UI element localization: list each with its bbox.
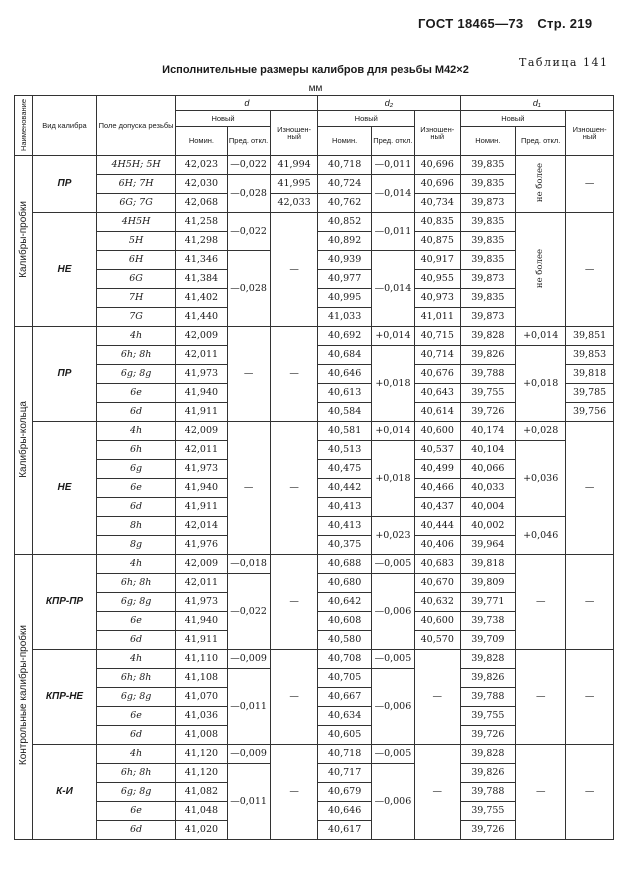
col-d-header: d	[176, 96, 318, 111]
table-row: 8h 42,014 40,413 +0,023 40,444 40,002 +0,046	[15, 517, 614, 536]
table-row: 6g; 8g 41,070 40,667 39,788	[15, 688, 614, 707]
table-row: 6e 41,048 40,646 39,755	[15, 802, 614, 821]
table-row: Контрольные калибры-пробки КПР-ПР 4h 42,009 —0,018 — 40,688 —0,005 40,683 39,818 — —	[15, 555, 614, 574]
table-row: 5H 41,298 40,892 40,875 39,835	[15, 232, 614, 251]
table-row: 6G; 7G 42,068 42,033 40,762 40,734 39,873	[15, 194, 614, 213]
d2-dev-header: Пред. откл.	[371, 127, 414, 156]
ne-bolee-label: не более	[516, 213, 566, 327]
table-row: 6G 41,384 40,977 40,955 39,873	[15, 270, 614, 289]
kind-ne: НЕ	[33, 213, 97, 327]
table-row: К-И 4h 41,120 —0,009 — 40,718 —0,005 — 39,828 — —	[15, 745, 614, 764]
standard-number: ГОСТ 18465—73	[418, 16, 524, 31]
table-row: 7H 41,402 40,995 40,973 39,835	[15, 289, 614, 308]
table-row: НЕ 4H5H 41,258 —0,022 — 40,852 —0,011 40,835 39,835 не более —	[15, 213, 614, 232]
table-row: 6e 41,940 40,608 40,600 39,738	[15, 612, 614, 631]
d1-dev-header: Пред. откл.	[516, 127, 566, 156]
col-kind-header: Вид калибра	[33, 96, 97, 156]
d1-nom-header: Номин.	[460, 127, 516, 156]
table-row: 6d 41,020 40,617 39,726	[15, 821, 614, 840]
kind-ring-ne: НЕ	[33, 422, 97, 555]
table-row: 6g 41,973 40,475 40,499 40,066	[15, 460, 614, 479]
unit-label: мм	[308, 83, 323, 94]
d2-new-header: Новый	[318, 111, 415, 127]
table-row: 6g; 8g 41,973 40,646 40,676 39,788 39,818	[15, 365, 614, 384]
dimensions-table	[14, 95, 614, 840]
col-d2-header: d₂	[318, 96, 460, 111]
table-row: 6e 41,940 40,442 40,466 40,033	[15, 479, 614, 498]
d-dev-header: Пред. откл.	[227, 127, 270, 156]
kind-kpr-pr: КПР-ПР	[33, 555, 97, 650]
table-row: 6H; 7H 42,030 —0,028 41,995 40,724 —0,014 40,696 39,835	[15, 175, 614, 194]
table-row: 6d 41,911 40,580 40,570 39,709	[15, 631, 614, 650]
table-number: Таблица 141	[519, 56, 609, 69]
table-title: Исполнительные размеры калибров для резьбы М42×2	[162, 64, 469, 76]
table-row: 6g; 8g 41,973 40,642 40,632 39,771	[15, 593, 614, 612]
d2-nom-header: Номин.	[318, 127, 371, 156]
table-row: 6h; 8h 42,011 40,684 +0,018 40,714 39,826 +0,018 39,853	[15, 346, 614, 365]
table-row: 6h; 8h 41,108 —0,011 40,705 —0,006 39,826	[15, 669, 614, 688]
kind-kpr-ne: КПР-НЕ	[33, 650, 97, 745]
table-row: Калибры-пробки ПР 4H5H; 5H 42,023 —0,022 41,994 40,718 —0,011 40,696 39,835 не более —	[15, 156, 614, 175]
d-new-header: Новый	[176, 111, 270, 127]
d1-new-header: Новый	[460, 111, 566, 127]
page-number: Стр. 219	[537, 16, 593, 31]
table-row: 6e 41,036 40,634 39,755	[15, 707, 614, 726]
d-nom-header: Номин.	[176, 127, 227, 156]
table-row: 6h; 8h 42,011 —0,022 40,680 —0,006 40,670 39,809	[15, 574, 614, 593]
table-row: 6e 41,940 40,613 40,643 39,755 39,785	[15, 384, 614, 403]
table-row: 6d 41,911 40,413 40,437 40,004	[15, 498, 614, 517]
group-rings: Калибры-кольца	[15, 327, 33, 555]
table-row: 6d 41,911 40,584 40,614 39,726 39,756	[15, 403, 614, 422]
kind-k-i: К-И	[33, 745, 97, 840]
d1-worn-header: Изношен-ный	[566, 111, 614, 156]
table-row: Калибры-кольца ПР 4h 42,009 — — 40,692 +0,014 40,715 39,828 +0,014 39,851	[15, 327, 614, 346]
group-plugs: Калибры-пробки	[15, 156, 33, 327]
table-row: КПР-НЕ 4h 41,110 —0,009 — 40,708 —0,005 — 39,828 — —	[15, 650, 614, 669]
table-row: 7G 41,440 41,033 41,011 39,873	[15, 308, 614, 327]
d-worn-header: Изношен-ный	[270, 111, 318, 156]
table-row: 6g; 8g 41,082 40,679 39,788	[15, 783, 614, 802]
table-row: 6h 42,011 40,513 +0,018 40,537 40,104 +0,036	[15, 441, 614, 460]
page-header	[418, 16, 592, 31]
col-name-header: Наименование	[15, 96, 33, 156]
col-tolerance-header: Поле допуска резьбы	[96, 96, 176, 156]
group-control: Контрольные калибры-пробки	[15, 555, 33, 840]
table-row: 6d 41,008 40,605 39,726	[15, 726, 614, 745]
kind-ring-pr: ПР	[33, 327, 97, 422]
table-row: 6H 41,346 —0,028 40,939 —0,014 40,917 39,835	[15, 251, 614, 270]
ne-bolee-label: не более	[516, 156, 566, 213]
d2-worn-header: Изношен-ный	[415, 111, 460, 156]
table-row: НЕ 4h 42,009 — — 40,581 +0,014 40,600 40,174 +0,028 —	[15, 422, 614, 441]
kind-pr: ПР	[33, 156, 97, 213]
table-row: 6h; 8h 41,120 —0,011 40,717 —0,006 39,826	[15, 764, 614, 783]
table-row: 8g 41,976 40,375 40,406 39,964	[15, 536, 614, 555]
col-d1-header: d₁	[460, 96, 614, 111]
